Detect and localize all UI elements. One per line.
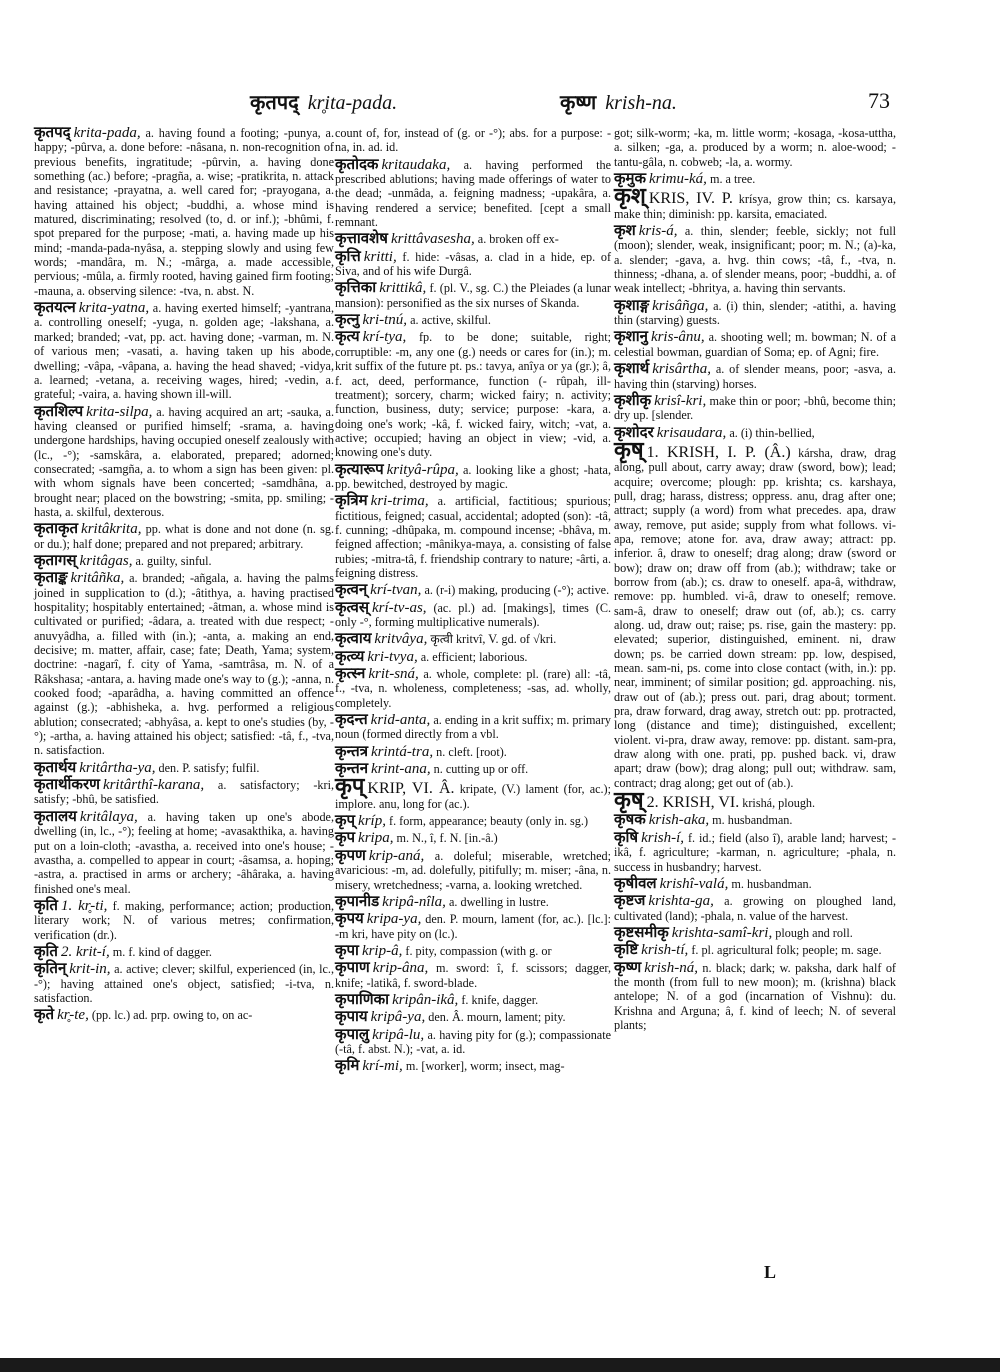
entry-headword: kritvâya,	[374, 631, 428, 648]
entry-headword: kripâ-ya,	[370, 1009, 426, 1026]
dictionary-entry	[335, 849, 611, 892]
entry-devanagari: कृत्स्न	[335, 666, 366, 683]
entry-definition: m. N., î, f. N. [in.-â.)	[396, 831, 498, 846]
entry-devanagari: कृषीवल	[614, 875, 657, 892]
dictionary-entry	[614, 926, 896, 940]
header-right-roman: krish-na.	[605, 92, 677, 114]
entry-definition: den. P. satisfy; fulfil.	[158, 760, 260, 775]
dictionary-entry	[34, 945, 334, 959]
entry-headword: krid-anta,	[370, 712, 431, 729]
entry-devanagari: कृपय	[335, 911, 364, 928]
header-left-headword	[250, 88, 397, 115]
entry-definition: a. having taken up one's abode, dwelling (in, lc., -°); feeling at home; -avasakthika, a. having put on a loin-cloth; -avastha, a. received into one's house; -avastha, a. compelled to appear in court; -âsamsa, a. hoping; -astra, a. practised in arms or archery; -âhâraka, a. having finished one's meal.	[34, 809, 335, 896]
entry-definition: a. efficient; laborious.	[420, 649, 528, 664]
entry-definition: f. hide: -vâsas, a. clad in a hide, ep. of Siva, and of his wife Durgâ.	[335, 249, 612, 279]
entry-headword: krish-í,	[641, 829, 684, 846]
entry-devanagari: कृत्रिम	[335, 493, 368, 510]
entry-headword: kritârthî-karana,	[102, 777, 205, 794]
entry-devanagari: कृपालु	[335, 1026, 370, 1043]
entry-headword: krip-âna,	[372, 960, 429, 977]
entry-headword: kritârtha-ya,	[79, 759, 156, 776]
entry-definition: a. shooting well; m. bowman; N. of a celestial bowman, guardian of Soma; ep. of Agni; fire.	[614, 330, 897, 359]
dictionary-entry	[335, 745, 611, 759]
entry-headword: kríp,	[358, 813, 386, 830]
entry-headword: krit-in,	[69, 961, 111, 978]
entry-headword: 1. KRISH, I. P. (Â.)	[646, 443, 791, 461]
dictionary-entry	[614, 943, 896, 957]
entry-devanagari: कृपा	[335, 942, 359, 959]
entry-definition: a. whole, complete: pl. (rare) all: -tâ, f., -tva, n. wholeness, completeness; -sas, ad. wholly, completely.	[335, 667, 612, 710]
entry-definition: m. a tree.	[709, 172, 756, 187]
entry-devanagari: कृत्यारूप	[335, 461, 384, 478]
entry-devanagari: कृदन्त	[335, 712, 368, 729]
dictionary-entry	[34, 761, 334, 775]
dictionary-entry	[34, 405, 334, 520]
entry-definition: a. looking like a ghost; -hata, pp. bewitched, destroyed by magic.	[335, 462, 611, 491]
dictionary-entry	[614, 787, 896, 813]
entry-definition: a. active, skilful.	[410, 313, 491, 328]
entry-devanagari: कृपाण	[335, 960, 370, 977]
entry-devanagari: कृताङ्क	[34, 570, 68, 587]
entry-definition: a. satisfactory; -kri, satisfy; -bhû, be satisfied.	[34, 778, 334, 807]
dictionary-entry	[614, 894, 896, 923]
dictionary-entry	[34, 778, 334, 807]
entry-devanagari: कृष्टसमीकृ	[614, 924, 669, 941]
dictionary-entry	[335, 463, 611, 492]
entry-definition: (pp. lc.) ad. prp. owing to, on ac-	[91, 1008, 253, 1023]
entry-devanagari: कृतोदक	[335, 156, 379, 173]
entry-headword: kr̥-te,	[57, 1007, 89, 1024]
dictionary-entry	[335, 993, 611, 1007]
signature-mark: L	[764, 1262, 777, 1282]
dictionary-entry	[614, 183, 896, 221]
entry-headword: kris-ânu,	[650, 329, 705, 346]
entry-definition: fp. to be done; suitable, right; corruptible: -m, any one (g.) needs or cares for (in.); m. krit suffix of the future pt. ps.: tavya, anîya or ya (gr.); â, f. act, deed, performance, function (- rûpah, ill-treatment); sorcery, charm; wicked fairy; n. activity; function, business, duty; service; purpose: -kara, a. doing one's work; -kâ, f. wicked fairy, witch; -vat, a. active; occupied; having an object in view; -vid, a. knowing one's duty.	[335, 330, 612, 460]
entry-definition: a. artificial, factitious; spurious; fictitious, feigned; casual, accidental; adopted (son): -tâ, f. cunning; -dhûpaka, m. compound incense; -bhâva, m. feigned affection; -mânikya-maya, a. consisting of false rubies; -mitra-tâ, f. friendship contrary to nature; -ârti, a. feigning distress.	[335, 494, 612, 580]
entry-devanagari: कृत्वन्	[335, 582, 368, 599]
entry-headword: krip-aná,	[368, 847, 425, 864]
dictionary-entry	[335, 232, 611, 246]
entry-devanagari: कृताकृत	[34, 521, 79, 538]
entry-headword: krint-ana,	[371, 761, 431, 778]
entry-headword: 2. krit-í,	[60, 943, 110, 960]
entry-devanagari: कृपण	[335, 847, 366, 864]
entry-headword: kri-tvya,	[367, 648, 418, 665]
entry-definition: a. (r-i) making, producing (-°); active.	[424, 583, 610, 598]
entry-devanagari: कृप्	[335, 773, 365, 799]
entry-headword: kris-á,	[638, 223, 678, 240]
entry-definition: a. having found a footing; -punya, a. happy; -pûrva, a. done before: -nâsana, n. non-recognition of previous benefits, ingratitude; -pûrvin, a. having done something (ac.) before; -pragña, a. wise; -pratikrita, n. attack and resistance; -prayatna, a. well cared for; -prayogana, a. having attained his object; -buddhi, a. whose mind is matured, discriminating; resolved (to, d. or inf.); -bhûmi, f. spot prepared for the purpose; -mati, a. having made up his mind; -manda-pada-nyâsa, a. stepping slowly and using few words; -mandâra, m. N.; -mârga, a. made accessible, pervious; -mûla, a. firmly rooted, having gained firm footing; -mauna, a. observing silence: -tva, n. abst. N.	[34, 126, 334, 298]
dictionary-entry	[614, 961, 896, 1033]
entry-headword: kripân-ikâ,	[392, 991, 459, 1008]
entry-headword: krimu-ká,	[649, 171, 707, 188]
entry-devanagari: कृतागस्	[34, 552, 77, 569]
entry-devanagari: कृतार्थय	[34, 759, 77, 776]
dictionary-entry	[335, 1059, 611, 1073]
entry-headword: kripâ-nîla,	[382, 893, 446, 910]
dictionary-column-1	[34, 126, 334, 1026]
dictionary-entry	[614, 126, 896, 169]
entry-headword: krittikâ,	[379, 280, 427, 297]
dictionary-entry	[34, 810, 334, 896]
entry-devanagari: कृमि	[335, 1058, 360, 1075]
entry-headword: krip-â,	[361, 942, 403, 959]
dictionary-entry	[34, 571, 334, 757]
entry-devanagari: कृतशिल्प	[34, 403, 84, 420]
entry-headword: kritâkrita,	[81, 521, 142, 538]
entry-devanagari: कृतपद्	[34, 125, 71, 141]
dictionary-entry	[335, 126, 611, 155]
entry-definition: m. husbandman.	[712, 813, 793, 828]
header-right-devanagari: कृष्ण	[560, 92, 597, 114]
dictionary-entry	[335, 601, 611, 630]
header-right-headword	[560, 88, 677, 115]
entry-definition: m. sword: î, f. scissors; dagger, knife; -latikâ, f. sword-blade.	[335, 961, 612, 990]
entry-devanagari: कृष्ण	[614, 959, 642, 976]
header-left-devanagari: कृतपद्	[250, 92, 299, 114]
entry-definition: m. husbandman.	[731, 876, 812, 891]
entry-definition: n. cutting up or off.	[433, 762, 529, 777]
entry-headword: krí-tv-as,	[371, 599, 427, 616]
entry-definition: a. (i) thin, slender; -atithi, a. having thin (starving) guests.	[614, 298, 897, 328]
entry-devanagari: कृष्	[614, 436, 644, 462]
dictionary-entry	[335, 650, 611, 664]
entry-headword: KRIS, IV. P.	[648, 190, 733, 208]
dictionary-entry	[614, 224, 896, 296]
entry-devanagari: कृन्तन	[335, 761, 369, 778]
entry-devanagari: कृमुक	[614, 171, 647, 188]
entry-devanagari: कृतिन्	[34, 961, 67, 978]
entry-headword: krita-yatna,	[78, 300, 150, 317]
entry-definition: n. cleft. [root).	[436, 744, 507, 759]
entry-headword: KRIP, VI. Â.	[367, 780, 455, 798]
dictionary-entry	[335, 632, 611, 646]
entry-devanagari: कृत्य	[335, 329, 360, 346]
entry-headword: kritaudaka,	[381, 156, 451, 173]
entry-devanagari: कृत्वाय	[335, 631, 372, 648]
entry-devanagari: कृत्नु	[335, 312, 360, 329]
dictionary-entry	[614, 172, 896, 186]
entry-headword: kritti,	[363, 248, 397, 265]
header-left-roman: kr̥ita-pada.	[307, 92, 398, 114]
dictionary-column-3	[614, 126, 896, 1035]
dictionary-entry	[335, 814, 611, 828]
entry-definition: a. ending in a krit suffix; m. primary noun (formed directly from a vbl.	[335, 713, 611, 742]
entry-definition: count of, for, instead of (g. or -°); abs. for a purpose: -na, in. ad. id.	[335, 126, 611, 155]
entry-headword: krita-pada,	[73, 125, 141, 141]
entry-headword: kritâgas,	[79, 552, 133, 569]
entry-definition: got; silk-worm; -ka, m. little worm; -kosaga, -kosa-uttha, a. silken; -ga, a. produced by a worm; n. aloe-wood; -tantu-gâla, n. cobweb; -la, a. wormy.	[614, 126, 896, 169]
dictionary-entry	[335, 330, 611, 459]
entry-definition: f. pity, compassion (with g. or	[405, 943, 552, 958]
entry-headword: kripâ-lu,	[372, 1026, 425, 1043]
dictionary-entry	[614, 831, 896, 874]
dictionary-column-2	[335, 126, 611, 1077]
entry-definition: pp. what is done and not done (n. sg. or du.); half done; prepared and not prepared; arbitrary.	[34, 522, 334, 551]
dictionary-entry	[335, 250, 611, 279]
entry-devanagari: कृत्तावशेष	[335, 231, 388, 248]
dictionary-entry	[335, 961, 611, 990]
entry-definition: a. having exerted himself; -yantrana, a. controlling oneself; -yuga, n. golden age; -lakshana, a. marked; branded; -vat, pp. act. having done; -varman, m. N. of various men; -vasati, a. having taken up his abode, dwelling; -vâpa, -vâpana, a. having the head shaved; -vidya, a. learned; -vetana, a. receiving wages, hired; -vedin, a. grateful; -vaira, a. having shown ill-will.	[34, 301, 334, 402]
dictionary-entry	[335, 944, 611, 958]
entry-definition: f. form, appearance; beauty (only in. sg.)	[389, 814, 589, 829]
entry-headword: krishta-ga,	[648, 893, 714, 910]
entry-definition: den. Â. mourn, lament; pity.	[428, 1010, 566, 1025]
dictionary-entry	[335, 313, 611, 327]
entry-headword: krish-tí,	[641, 942, 689, 959]
entry-devanagari: कृष्टज	[614, 893, 646, 910]
entry-headword: krittâvasesha,	[390, 231, 475, 248]
entry-headword: kri-tnú,	[362, 312, 408, 329]
entry-definition: a. broken off ex-	[477, 232, 559, 247]
dictionary-entry	[614, 436, 897, 790]
dictionary-entry	[34, 301, 334, 401]
entry-definition: f. making, performance; action; production, literary work; N. of various metres; confirmation, verification (dr.).	[34, 898, 335, 942]
entry-definition: kripate, (V.) lament (for, ac.); implore. anu, long for (ac.).	[335, 782, 612, 811]
entry-headword: krisâñga,	[652, 297, 709, 314]
entry-headword: 1. kr̥-ti,	[60, 897, 108, 914]
entry-devanagari: कृपानीड	[335, 893, 380, 910]
entry-definition: a. guilty, sinful.	[135, 553, 212, 568]
dictionary-entry	[335, 1028, 611, 1057]
dictionary-entry	[614, 877, 896, 891]
entry-headword: krita-silpa,	[86, 403, 153, 420]
entry-devanagari: कृति	[34, 943, 58, 960]
entry-definition: a. branded; -añgala, a. having the palms joined in supplication to (d.); -âtithya, a. having practised hospitality; hospitably entertained; -âtman, a. whose mind is cultivated or purified; -âdara, a. treated with due respect; -anuvyâdha, a. filled with (in.); -anta, a. making an end, decisive; m. matter, affair, case; fate; Death, Yama; system, doctrine: -nagarî, f. city of Yama, -samtrâsa, m. N. of a Râkshasa; -antara, a. having made one's way to (g.); -anna, n. cooked food; -aparâdha, a. having committed an offence against (g.); -abhisheka, a. hvg. performed a religious ablution; consecrated; -abhyâsa, a. kept to one's studies (by, -°); -artha, a. having attained his object; satisfied: -tâ, f., -tva, n. satisfaction.	[34, 571, 335, 758]
entry-devanagari: कृतयत्न	[34, 300, 76, 317]
entry-definition: kársha, draw, drag along, pull about, carry away; draw (sword, bow); lead; acquire; overcome; plough: pp. krishta; cs. karshaya, pull, drag; harass, distress; oppress. anu, drag after one; attract; supply (a word) from what precedes. apa, draw away, remove, put aside; supply from what follows. vi-apa, remove; atone for. ava, draw away; attract: pp. inferior. â, draw to oneself; drag along; draw (sword or bow); draw on; draw off from (ab.); withdraw; take or borrow from (ab.); cs. draw to oneself. apa-â, withdraw, remove: pp. humbled. vi-â, draw to oneself; remove. sam-â, draw to oneself; draw out (of, ab.); cs. carry along. ud, draw out; raise; ps. rise, gain the mastery: pp. elevated; superior, distinguished, eminent. ni, draw down; ps. be carried down stream: pp. low, despised, mean. sam-ni, ps. come into close contact (with, in.): pp. near, imminent; of similar position; gd. approaching. nis, draw out of (ab.); press out. pari, drag about; torment. pra, draw forward, drag away, stretch out: pp. protracted, long (distance and time); distinguished, excellent; violent. vi-pra, draw away, remove: pp. distant. sam-pra, draw along with one. prati, pp. pushed back. vi, draw apart; draw (bow); drag along; pull out; withdraw. sam, contract; drag along; get out of (ab.).	[614, 445, 897, 790]
dictionary-entry	[614, 362, 896, 391]
entry-devanagari: कृत्वस्	[335, 599, 369, 616]
entry-headword: krisârtha,	[652, 361, 711, 378]
entry-devanagari: कृशार्थ	[614, 361, 650, 378]
page-number: 73	[868, 88, 890, 113]
entry-definition: f. id.; field (also î), arable land; harvest; -ikâ, f. agriculture; -karman, n. agriculture; -phala, n. success in husbandry; harvest.	[614, 830, 896, 874]
dictionary-entry	[34, 962, 334, 1005]
entry-devanagari: कृश	[614, 223, 636, 240]
entry-devanagari: कृतालय	[34, 808, 77, 825]
dictionary-entry	[335, 895, 611, 909]
entry-devanagari: कृषक	[614, 812, 646, 829]
entry-definition: f. knife, dagger.	[461, 992, 539, 1007]
entry-headword: kritâñka,	[70, 570, 125, 587]
entry-devanagari: कृति	[34, 897, 58, 914]
entry-headword: krishî-valá,	[659, 875, 729, 892]
entry-definition: make thin or poor; -bhû, become thin; dry up. [slender.	[614, 393, 897, 423]
entry-headword: krish-aka,	[648, 812, 710, 829]
entry-headword: krí-tya,	[362, 329, 407, 346]
entry-definition: krishá, plough.	[742, 796, 816, 811]
dictionary-entry	[34, 1008, 334, 1022]
entry-headword: kritâlaya,	[79, 808, 138, 825]
entry-headword: krí-tvan,	[370, 582, 422, 599]
entry-definition: a. doleful; miserable, wretched; avaricious: -m, ad. dolefully, pitifully; m. miser; -âna, n. misery, wretchedness; -varna, a. looking wretched.	[335, 848, 611, 892]
entry-headword: krisaudara,	[656, 424, 727, 441]
entry-definition: a. having performed the prescribed ablutions; having made offerings of water to the dead; -unmâda, a. feigning madness; -upakâra, a. having rendered a service; benefited. [cept a small remnant.	[335, 157, 612, 230]
entry-headword: 2. KRISH, VI.	[646, 794, 740, 812]
dictionary-entry	[335, 773, 612, 811]
entry-headword: kri-trima,	[370, 493, 429, 510]
entry-definition: f. (pl. V., sg. C.) the Pleiades (a lunar mansion): personified as the six nurses of Skanda.	[335, 281, 611, 310]
entry-headword: krish-ná,	[644, 959, 698, 976]
running-header	[0, 88, 1000, 118]
dictionary-entry	[34, 899, 334, 942]
entry-definition: (ac. pl.) ad. [makings], times (C. only -°, forming multiplicative numerals).	[335, 600, 612, 629]
entry-definition: a. (i) thin-bellied,	[729, 425, 815, 440]
entry-definition: a. thin, slender; feeble, sickly; not full (moon); slender, weak, insignificant; poor; m. N.; (a)-ka, a. slender; -gava, a. hvg. thin cows; -tâ, f., -tva, n. thinness; -dhana, a. of slender means, poor; -buddhi, a. of weak intellect; -bhritya, a. having thin servants.	[614, 224, 897, 296]
entry-headword: kripa-ya,	[366, 911, 422, 928]
dictionary-entry	[335, 667, 611, 710]
entry-definition: krísya, grow thin; cs. karsaya, make thin; diminish: pp. karsita, emaciated.	[614, 192, 896, 221]
entry-definition: a. having pity for (g.); compassionate (-tâ, f. abst. N.); -vat, a. id.	[335, 1027, 612, 1056]
entry-devanagari: कृपाय	[335, 1009, 368, 1026]
dictionary-entry	[34, 522, 334, 551]
entry-headword: krityâ-rûpa,	[386, 461, 459, 478]
dictionary-entry	[335, 158, 611, 230]
entry-devanagari: कृत्व्य	[335, 648, 365, 665]
dictionary-entry	[335, 831, 611, 845]
entry-headword: krintá-tra,	[370, 743, 434, 760]
entry-definition: n. black; dark; w. paksha, dark half of the month (from full to new moon); m. (krishna) black antelope; N. of a god (incarnation of Vishnu): du. Krishna and Arguna; â, f. kind of leech; N. of several plants;	[614, 960, 896, 1032]
entry-definition: den. P. mourn, lament (for, ac.). [lc.]: -m kri, have pity on (lc.).	[335, 912, 612, 941]
dictionary-entry	[335, 713, 611, 742]
entry-headword: krí-mi,	[362, 1058, 403, 1075]
dictionary-entry	[614, 299, 896, 328]
entry-devanagari: कृत्तिका	[335, 280, 377, 297]
entry-devanagari: कृन्तत्र	[335, 743, 368, 760]
entry-definition: कृत्वी kritvî, V. gd. of √kri.	[430, 632, 557, 647]
dictionary-entry	[614, 394, 896, 423]
entry-definition: a. having acquired an art; -sauka, a. having cleansed or purified himself; -srama, a. having undergone hardships, having occupied oneself zealously with (lc., -°); -samskâra, a. elaborated, prepared; adorned; consecrated; -samgña, a. to whom a sign has been given: pl. with whom signals have been concerted; -samdhâna, a. brought near; placed on the bowstring; -smita, pp. smiling; -hasta, a. skilful, dexterous.	[34, 404, 334, 519]
entry-devanagari: कृपाणिका	[335, 991, 390, 1008]
entry-devanagari: कृष्	[614, 787, 644, 813]
entry-devanagari: कृष्टि	[614, 942, 639, 959]
entry-headword: krisî-kri,	[654, 392, 707, 409]
entry-definition: a. growing on ploughed land, cultivated (land); -phala, n. value of the harvest.	[614, 894, 897, 923]
dictionary-entry	[335, 281, 611, 310]
dictionary-entry	[335, 912, 611, 941]
entry-headword: krit-sná,	[368, 666, 419, 683]
entry-headword: krishta-samî-kri,	[671, 924, 773, 941]
dictionary-entry	[335, 762, 611, 776]
entry-definition: m. f. kind of dagger.	[112, 944, 212, 959]
dictionary-entry	[34, 554, 334, 568]
entry-definition: f. pl. agricultural folk; people; m. sage.	[691, 943, 882, 958]
entry-devanagari: कृशीकृ	[614, 392, 652, 409]
entry-devanagari: कृश्	[614, 183, 646, 209]
entry-devanagari: कृशानु	[614, 329, 648, 346]
dictionary-entry	[335, 583, 611, 597]
entry-devanagari: कृप्	[335, 813, 356, 830]
entry-devanagari: कृशोदर	[614, 424, 654, 441]
entry-devanagari: कृत्ति	[335, 248, 361, 265]
entry-devanagari: कृतार्थीकरण	[34, 777, 100, 794]
dictionary-entry	[614, 330, 896, 359]
dictionary-entry	[614, 813, 896, 827]
entry-definition: plough and roll.	[775, 925, 853, 940]
dictionary-entry	[34, 126, 334, 298]
dictionary-entry	[335, 1010, 611, 1024]
entry-definition: m. [worker], worm; insect, mag-	[405, 1059, 565, 1074]
dictionary-entry	[614, 426, 896, 440]
entry-headword: kripa,	[358, 830, 394, 847]
entry-definition: a. active; clever; skilful, experienced (in, lc., -°); having attained one's object, satisfied; -i-tva, n. satisfaction.	[34, 962, 335, 1005]
entry-definition: a. of slender means, poor; -asva, a. having thin (starving) horses.	[614, 362, 896, 391]
entry-devanagari: कृते	[34, 1007, 55, 1024]
dictionary-entry	[335, 494, 611, 580]
scan-edge-bar	[0, 1358, 1000, 1372]
entry-devanagari: कृशाङ्ग	[614, 297, 650, 314]
entry-definition: a. dwelling in lustre.	[448, 894, 549, 909]
entry-devanagari: कृषि	[614, 829, 639, 846]
entry-devanagari: कृप	[335, 830, 356, 847]
